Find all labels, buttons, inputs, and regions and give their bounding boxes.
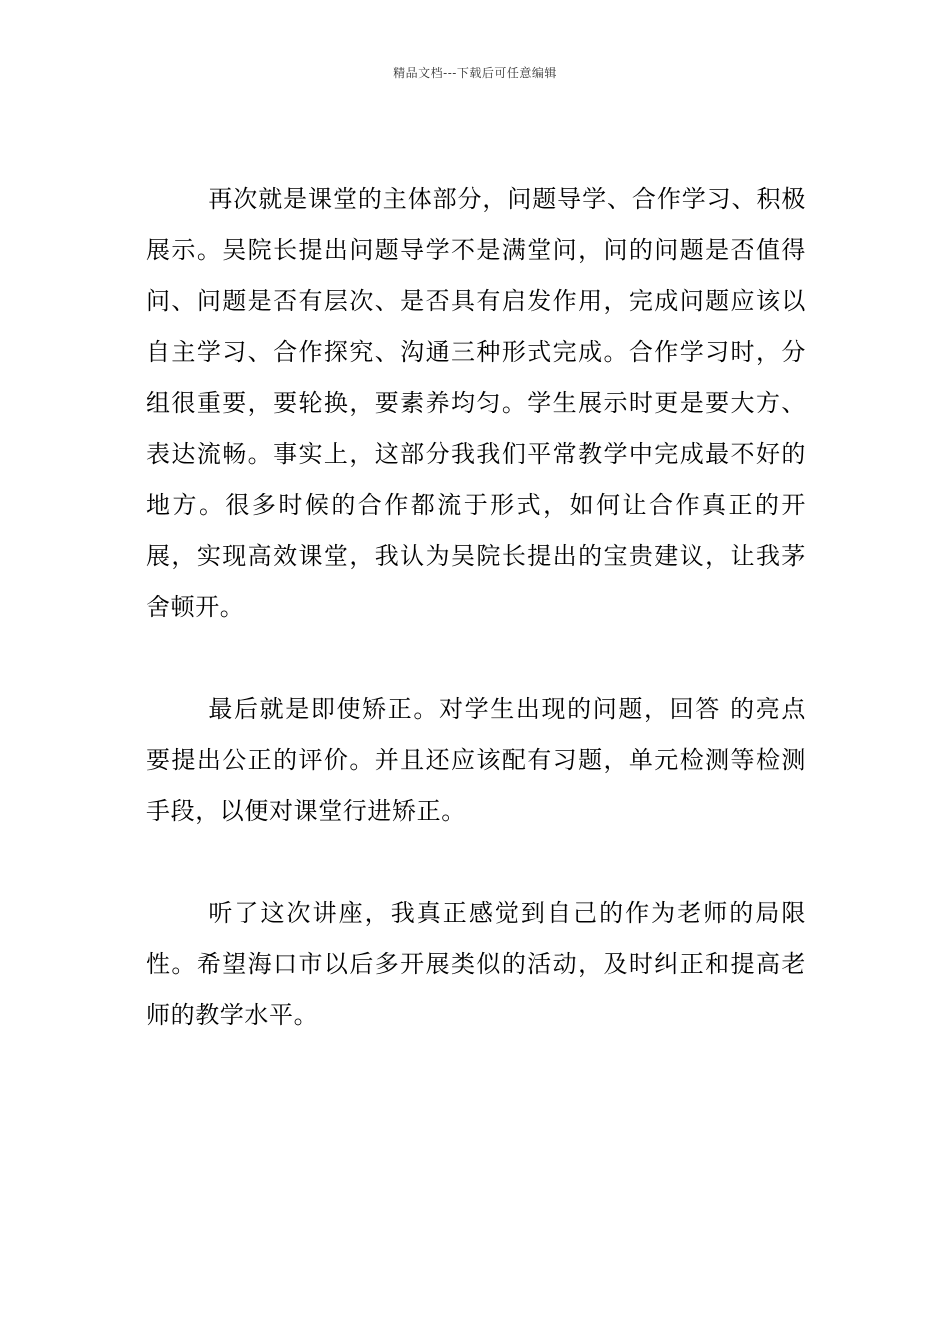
document-body	[146, 174, 806, 1041]
paragraph-correction: 最后就是即使矫正。对学生出现的问题，回答 的亮点要提出公正的评价。并且还应该配有习题，单元检测等检测手段，以便对课堂行进矫正。	[146, 695, 806, 825]
paragraph-classroom-main-body: 再次就是课堂的主体部分，问题导学、合作学习、积极展示。吴院长提出问题导学不是满堂问，问的问题是否值得问、问题是否有层次、是否具有启发作用，完成问题应该以自主学习、合作探究、沟通三种形式完成。合作学习时，分组很重要，要轮换，要素养均匀。学生展示时更是要大方、表达流畅。事实上，这部分我我们平常教学中完成最不好的地方。很多时候的合作都流于形式，如何让合作真正的开展，实现高效课堂，我认为吴院长提出的宝贵建议，让我茅舍顿开。	[146, 185, 806, 621]
paragraph-conclusion: 听了这次讲座，我真正感觉到自己的作为老师的局限性。希望海口市以后多开展类似的活动，及时纠正和提高老师的教学水平。	[146, 899, 806, 1029]
page-header: 精品文档---下载后可任意编辑	[393, 66, 557, 80]
